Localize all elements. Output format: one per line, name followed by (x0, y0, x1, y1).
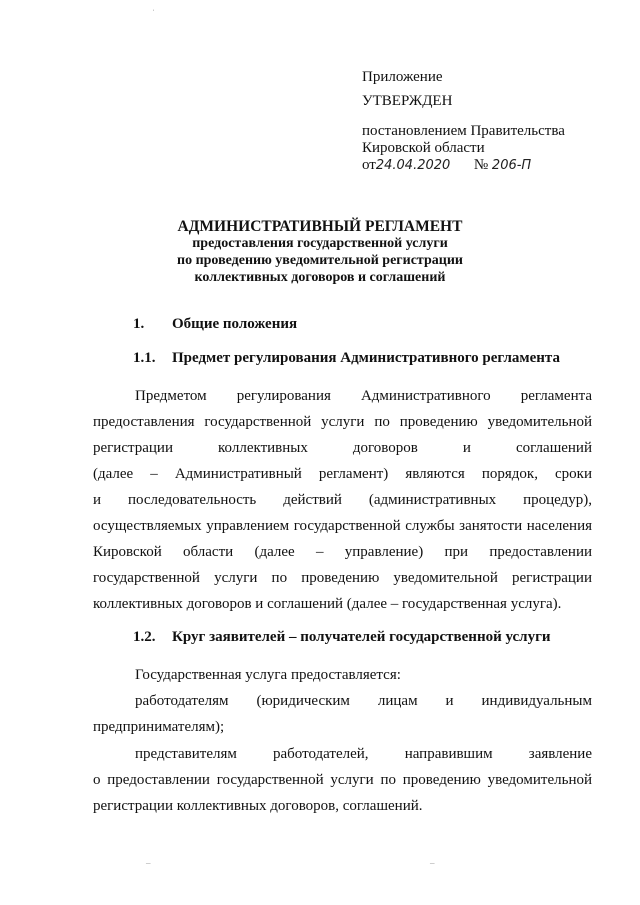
approval-block (362, 69, 602, 174)
section-number: 1.1. (133, 350, 156, 366)
document-heading (150, 218, 490, 286)
decree-line-1: постановлением Правительства (362, 123, 565, 139)
scan-speck: – (430, 858, 435, 868)
section-title: Предмет регулирования Административного регламента (172, 350, 560, 366)
section-title: Общие положения (172, 316, 298, 332)
heading-line-3: коллективных договоров и соглашений (194, 270, 446, 285)
paragraph-line: государственной услуги по проведению уведомительной регистрации (93, 570, 592, 586)
decree-date-number-line (362, 157, 602, 174)
paragraph-line: о предоставлении государственной услуги по проведению уведомительной (93, 772, 592, 788)
paragraph-service-provided (93, 662, 592, 688)
date-prefix: от (362, 157, 376, 173)
number-prefix: № (473, 157, 489, 173)
heading-line-2: по проведению уведомительной регистрации (177, 253, 463, 268)
handwritten-number: 206-П (491, 158, 532, 173)
paragraph-line: Кировской области (далее – управление) при предоставлении (93, 544, 592, 560)
decree-line-2: Кировской области (362, 140, 485, 156)
section-number: 1.2. (133, 629, 156, 645)
paragraph-representatives (93, 741, 592, 819)
paragraph-line: и последовательность действий (административных процедур), (93, 492, 592, 508)
section-1-1-heading (133, 350, 560, 367)
paragraph-line: коллективных договоров и соглашений (далее – государственная услуга). (93, 596, 562, 612)
paragraph-line: представителям работодателей, направившим заявление (135, 746, 592, 762)
paragraph-line: работодателям (юридическим лицам и индивидуальным (135, 693, 592, 709)
paragraph-line: Предметом регулирования Административного регламента (135, 388, 592, 404)
document-title: АДМИНИСТРАТИВНЫЙ РЕГЛАМЕНТ (177, 218, 463, 235)
section-title: Круг заявителей – получателей государственной услуги (172, 629, 551, 645)
scan-speck: – (146, 858, 151, 868)
paragraph-employers (93, 688, 592, 740)
paragraph-subject (93, 383, 592, 617)
approved-label: УТВЕРЖДЕН (362, 93, 453, 109)
handwritten-date: 24.04.2020 (375, 158, 451, 173)
scan-speck: ˈ (152, 8, 155, 18)
appendix-label: Приложение (362, 69, 443, 85)
paragraph-line: регистрации коллективных договоров и соглашений (93, 440, 592, 456)
paragraph-line: осуществляемых управлением государственной службы занятости населения (93, 518, 592, 534)
section-1-heading (133, 316, 297, 333)
paragraph-line: предпринимателям); (93, 719, 225, 735)
paragraph-line: Государственная услуга предоставляется: (135, 667, 401, 683)
paragraph-line: регистрации коллективных договоров, соглашений. (93, 798, 423, 814)
heading-line-1: предоставления государственной услуги (192, 236, 448, 251)
section-1-2-heading (133, 629, 551, 646)
section-number: 1. (133, 316, 145, 332)
paragraph-line: (далее – Административный регламент) являются порядок, сроки (93, 466, 592, 482)
paragraph-line: предоставления государственной услуги по проведению уведомительной (93, 414, 592, 430)
